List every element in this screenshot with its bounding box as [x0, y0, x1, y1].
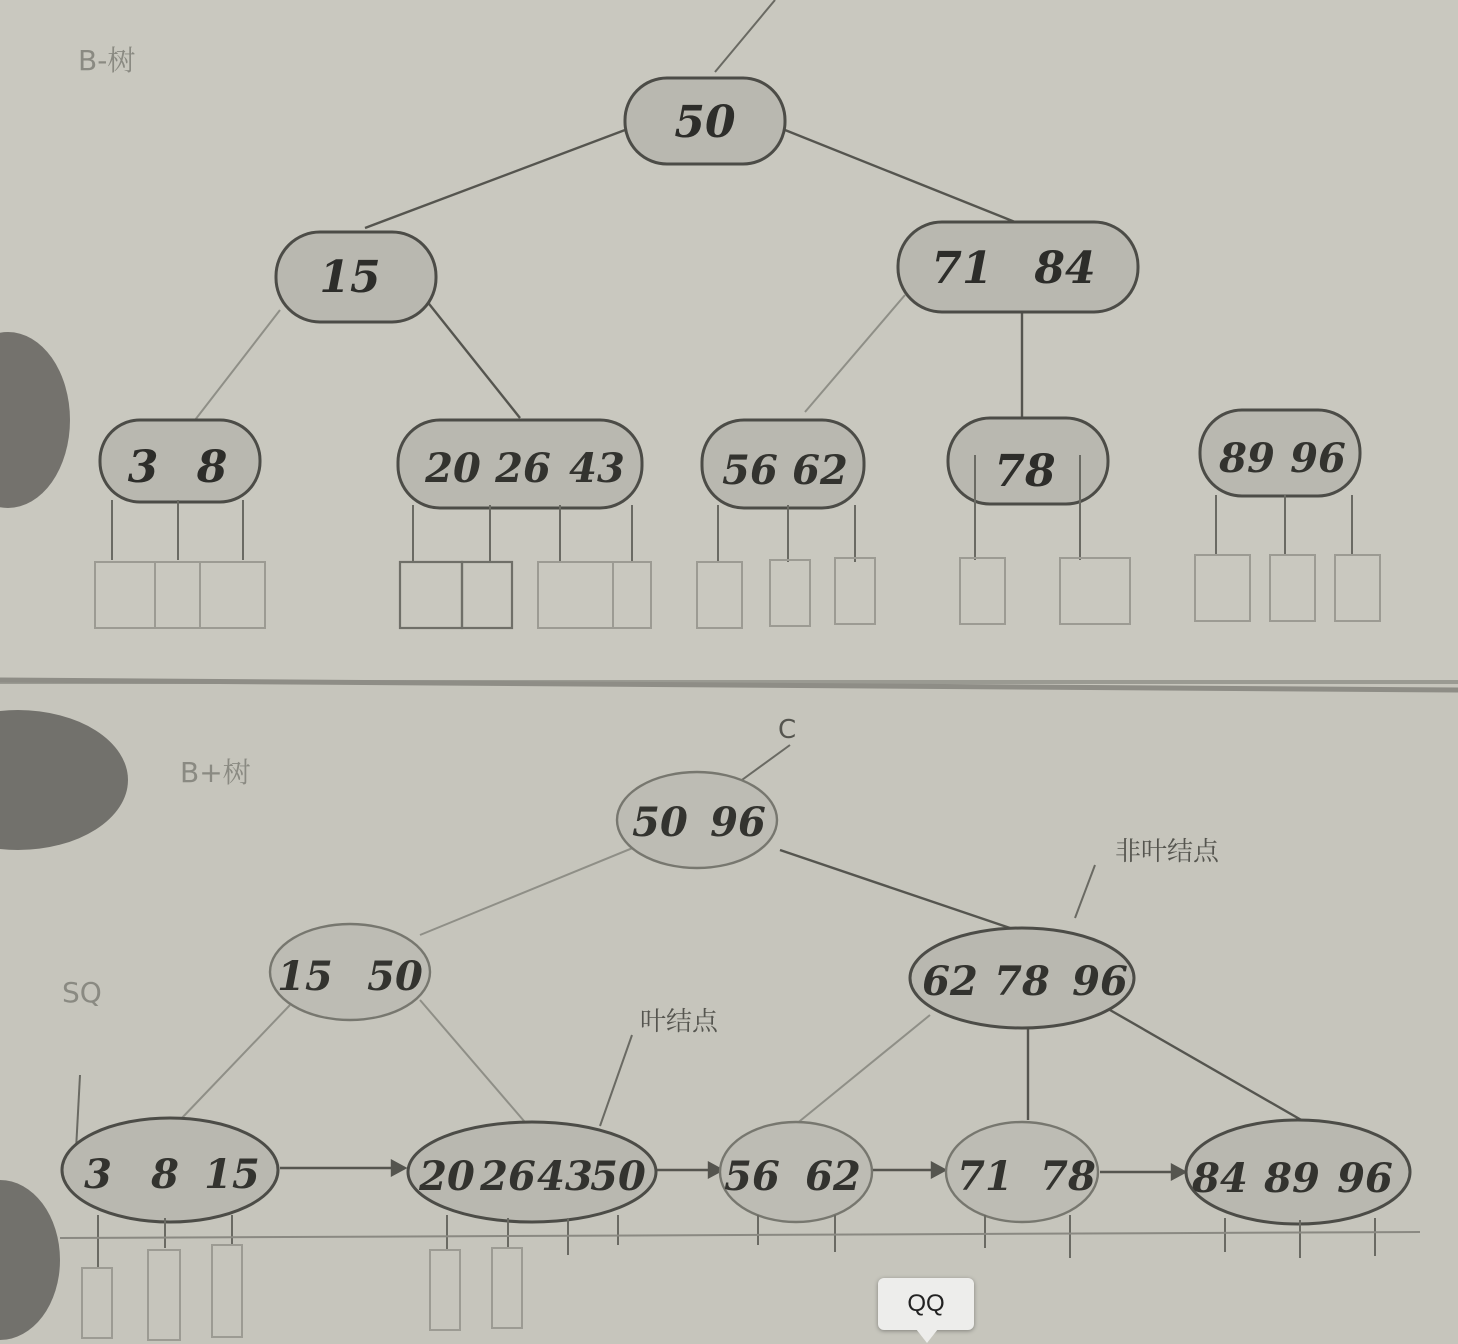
b-tree-leaf-4 [948, 418, 1108, 504]
svg-text:26: 26 [480, 1153, 536, 1200]
svg-text:96: 96 [1337, 1155, 1393, 1202]
b-tree-key-15: 15 [319, 252, 381, 303]
sqt-label: SQ [62, 976, 102, 1009]
b-plus-root-node [617, 772, 777, 868]
b-tree-key-71: 71 [931, 243, 993, 294]
b-tree-leaf-5 [1200, 410, 1360, 496]
svg-text:43: 43 [537, 1153, 593, 1200]
b-plus-tree-title: B+树 [180, 756, 251, 789]
svg-text:8: 8 [151, 1151, 179, 1198]
svg-text:20: 20 [425, 445, 481, 492]
b-plus-leaf-1 [62, 1118, 278, 1222]
leaf-note: 叶结点 [640, 1007, 719, 1037]
b-tree-key-84: 84 [1034, 243, 1096, 294]
b-tree-root-node [625, 78, 785, 164]
root-pointer-label: C [778, 715, 797, 745]
svg-text:84: 84 [1192, 1155, 1248, 1202]
b-plus-leaf-5 [1186, 1120, 1410, 1224]
svg-text:15: 15 [204, 1151, 260, 1198]
b-plus-leaf-3 [720, 1122, 872, 1222]
b-plus-level2-left-node [270, 924, 430, 1020]
svg-text:89: 89 [1219, 435, 1275, 482]
b-tree-leaf-2 [398, 420, 642, 508]
svg-text:50: 50 [632, 799, 688, 846]
svg-text:3: 3 [84, 1151, 112, 1198]
svg-text:96: 96 [710, 799, 766, 846]
svg-text:56: 56 [724, 1153, 780, 1200]
svg-text:78: 78 [994, 958, 1050, 1005]
svg-text:71: 71 [957, 1153, 1013, 1200]
svg-text:15: 15 [277, 953, 333, 1000]
qq-tooltip [878, 1278, 974, 1330]
b-plus-leaf-4 [946, 1122, 1098, 1222]
svg-text:78: 78 [1040, 1153, 1096, 1200]
b-plus-level2-right-node [910, 928, 1134, 1028]
svg-text:96: 96 [1290, 435, 1346, 482]
svg-text:26: 26 [495, 445, 551, 492]
svg-text:62: 62 [922, 958, 978, 1005]
b-tree-leaf-3 [702, 420, 864, 508]
svg-text:96: 96 [1072, 958, 1128, 1005]
svg-text:50: 50 [590, 1153, 646, 1200]
svg-text:8: 8 [196, 442, 228, 493]
b-tree-level2-left-node [276, 232, 436, 322]
tooltip-label: QQ [907, 1290, 945, 1317]
svg-text:20: 20 [419, 1153, 475, 1200]
svg-text:3: 3 [127, 442, 159, 493]
tooltip-tail [916, 1329, 938, 1343]
b-tree-title: B-树 [78, 44, 136, 77]
b-tree-root-key: 50 [674, 97, 736, 148]
svg-text:56: 56 [722, 447, 778, 494]
b-tree-leaf-1 [100, 420, 260, 502]
b-tree-level2-right-node [898, 222, 1138, 312]
svg-text:43: 43 [569, 445, 625, 492]
svg-text:62: 62 [792, 447, 848, 494]
svg-text:78: 78 [994, 446, 1056, 497]
nonleaf-note: 非叶结点 [1115, 837, 1220, 867]
svg-text:50: 50 [367, 953, 423, 1000]
svg-text:62: 62 [805, 1153, 861, 1200]
svg-text:89: 89 [1264, 1155, 1320, 1202]
b-plus-leaf-2 [408, 1122, 656, 1222]
